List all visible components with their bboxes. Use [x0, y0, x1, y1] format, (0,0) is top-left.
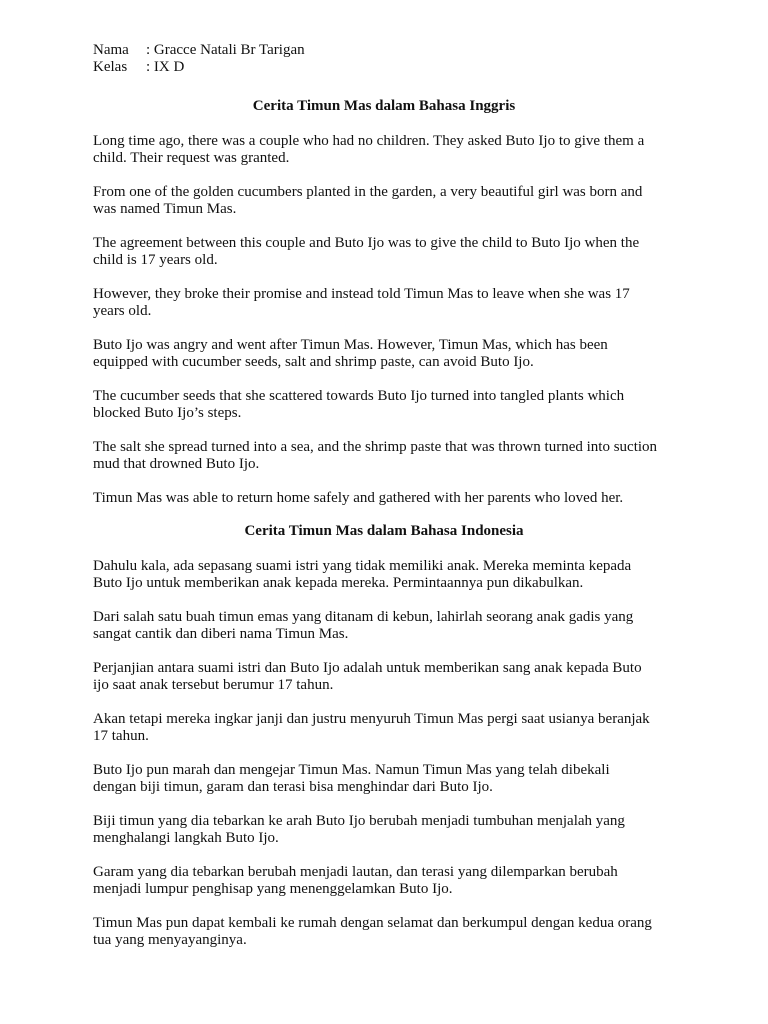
story-paragraph: The cucumber seeds that she scattered towards Buto Ijo turned into tangled plants which blocked Buto Ijo’s steps.: [93, 388, 625, 421]
story-paragraph: From one of the golden cucumbers planted in the garden, a very beautiful girl was born and was named Timun Mas.: [93, 184, 643, 217]
cerita-paragraph: Garam yang dia tebarkan berubah menjadi lautan, dan terasi yang dilemparkan berubah menjadi lumpur penghisap yang menenggelamkan Buto Ijo.: [93, 864, 618, 897]
class-row: [93, 59, 693, 76]
name-label: Nama: [93, 42, 129, 58]
cerita-paragraph: Biji timun yang dia tebarkan ke arah Buto Ijo berubah menjadi tumbuhan menjalah yang menghalangi langkah Buto Ijo.: [93, 813, 625, 846]
story-paragraph: However, they broke their promise and instead told Timun Mas to leave when she was 17 years old.: [93, 286, 630, 319]
cerita-paragraph: Dari salah satu buah timun emas yang ditanam di kebun, lahirlah seorang anak gadis yang sangat cantik dan diberi nama Timun Mas.: [93, 609, 634, 642]
class-label: Kelas: [93, 59, 128, 75]
english-story-title: Cerita Timun Mas dalam Bahasa Inggris: [252, 98, 516, 114]
name-row: [93, 42, 693, 59]
story-paragraph: The salt she spread turned into a sea, and the shrimp paste that was thrown turned into suction mud that drowned Buto Ijo.: [93, 439, 658, 472]
document-page: [93, 42, 693, 949]
cerita-paragraph: Timun Mas pun dapat kembali ke rumah dengan selamat dan berkumpul dengan kedua orang tua yang menyayanginya.: [93, 915, 652, 948]
cerita-paragraph: Akan tetapi mereka ingkar janji dan justru menyuruh Timun Mas pergi saat usianya beranjak 17 tahun.: [93, 711, 650, 744]
indonesian-story-section: [93, 558, 693, 949]
story-paragraph: Timun Mas was able to return home safely and gathered with her parents who loved her.: [93, 490, 624, 506]
cerita-paragraph: Dahulu kala, ada sepasang suami istri yang tidak memiliki anak. Mereka meminta kepada Buto Ijo untuk memberikan anak kepada mereka. Permintaannya pun dikabulkan.: [93, 558, 632, 591]
class-value: : IX D: [146, 59, 185, 75]
cerita-paragraph: Perjanjian antara suami istri dan Buto Ijo adalah untuk memberikan sang anak kepada Buto ijo saat anak tersebut berumur 17 tahun.: [93, 660, 642, 693]
english-story-section: [93, 133, 693, 507]
name-value: : Gracce Natali Br Tarigan: [146, 42, 305, 58]
cerita-paragraph: Buto Ijo pun marah dan mengejar Timun Mas. Namun Timun Mas yang telah dibekali dengan biji timun, garam dan terasi bisa menghindar dari Buto Ijo.: [93, 762, 610, 795]
story-paragraph: Buto Ijo was angry and went after Timun Mas. However, Timun Mas, which has been equipped with cucumber seeds, salt and shrimp paste, can avoid Buto Ijo.: [93, 337, 608, 370]
student-header: [93, 42, 693, 76]
indonesian-story-title: Cerita Timun Mas dalam Bahasa Indonesia: [244, 523, 524, 539]
story-paragraph: Long time ago, there was a couple who had no children. They asked Buto Ijo to give them a child. Their request was granted.: [93, 133, 645, 166]
story-paragraph: The agreement between this couple and Buto Ijo was to give the child to Buto Ijo when the child is 17 years old.: [93, 235, 640, 268]
